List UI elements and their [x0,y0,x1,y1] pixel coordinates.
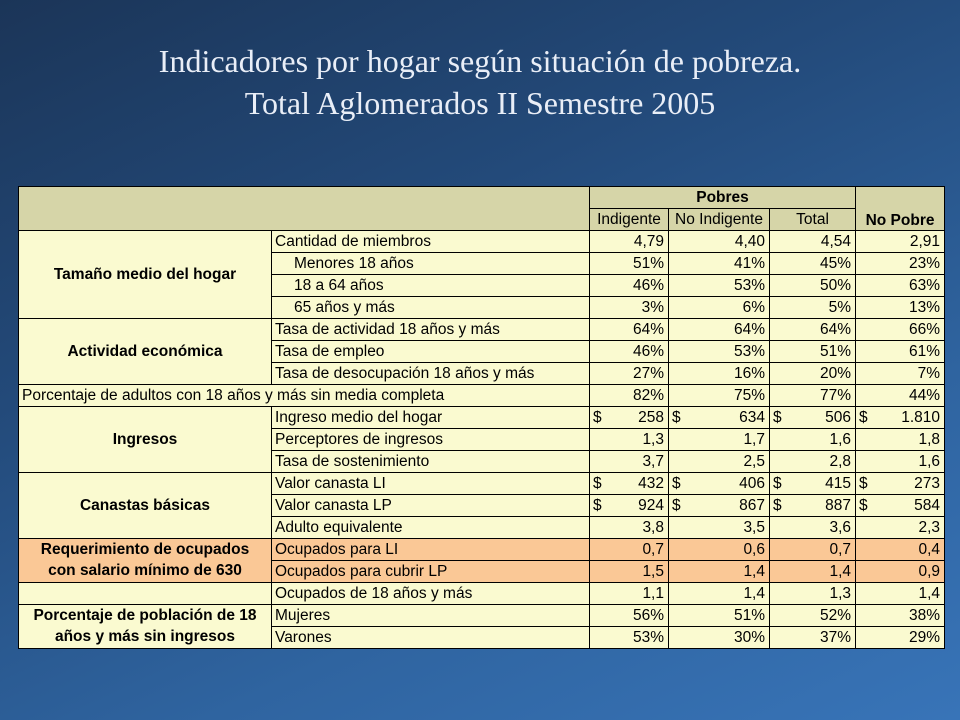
cell-no-pobre: 1,8 [856,429,945,451]
cell-no-indigente [669,473,770,495]
cell-no-indigente [669,495,770,517]
group-poblacion-line-1: Porcentaje de población de 18 [19,605,272,627]
header-indigente: Indigente [590,209,669,231]
cell-total: 45% [770,253,856,275]
cell-no-indigente: 1,7 [669,429,770,451]
cell-no-pobre: 1,4 [856,583,945,605]
cell-value: 584 [914,496,941,514]
table-row [19,605,945,627]
cell-value: 432 [638,474,664,492]
cell-no-indigente: 53% [669,275,770,297]
header-total: Total [770,209,856,231]
cell-indigente: 53% [590,627,669,649]
group-actividad: Actividad económica [19,319,272,385]
row-label-spanning: Porcentaje de adultos con 18 años y más sin media completa [19,385,590,407]
cell-indigente: 64% [590,319,669,341]
group-tamano: Tamaño medio del hogar [19,231,272,319]
row-label: 65 años y más [272,297,590,319]
currency-sign: $ [672,496,681,514]
row-label: Adulto equivalente [272,517,590,539]
currency-sign: $ [593,408,602,426]
currency-sign: $ [593,474,602,492]
cell-total: 20% [770,363,856,385]
cell-no-pobre [856,473,945,495]
cell-no-pobre: 0,9 [856,561,945,583]
cell-no-indigente: 4,40 [669,231,770,253]
cell-total: 1,3 [770,583,856,605]
cell-indigente: 4,79 [590,231,669,253]
row-label: Varones [272,627,590,649]
table-row [19,539,945,561]
cell-indigente: 82% [590,385,669,407]
currency-sign: $ [773,474,782,492]
cell-no-indigente: 30% [669,627,770,649]
group-poblacion-line-2: años y más sin ingresos [19,627,272,649]
table-row [19,627,945,649]
cell-no-indigente: 3,5 [669,517,770,539]
cell-indigente [590,473,669,495]
group-requerimiento-line-2: con salario mínimo de 630 [19,561,272,583]
group-requerimiento-line-1: Requerimiento de ocupados [19,539,272,561]
cell-indigente: 3,7 [590,451,669,473]
cell-no-pobre: 13% [856,297,945,319]
cell-no-indigente: 1,4 [669,561,770,583]
slide-title [0,40,960,124]
cell-no-indigente: 75% [669,385,770,407]
cell-total: 5% [770,297,856,319]
cell-value: 258 [638,408,664,426]
row-label: Tasa de desocupación 18 años y más [272,363,590,385]
cell-indigente: 27% [590,363,669,385]
cell-no-indigente: 0,6 [669,539,770,561]
cell-value: 924 [638,496,664,514]
cell-no-pobre: 29% [856,627,945,649]
cell-indigente: 51% [590,253,669,275]
currency-sign: $ [773,408,782,426]
row-label: Perceptores de ingresos [272,429,590,451]
cell-no-pobre: 2,3 [856,517,945,539]
table-row [19,385,945,407]
slide-title-line-2: Total Aglomerados II Semestre 2005 [244,85,716,121]
cell-total: 1,4 [770,561,856,583]
cell-no-indigente: 41% [669,253,770,275]
cell-total: 3,6 [770,517,856,539]
row-label: Cantidad de miembros [272,231,590,253]
row-label: Valor canasta LP [272,495,590,517]
cell-no-pobre [856,495,945,517]
cell-value: 634 [739,408,765,426]
cell-value: 415 [825,474,852,492]
cell-no-pobre: 7% [856,363,945,385]
header-no-indigente: No Indigente [669,209,770,231]
cell-total: 1,6 [770,429,856,451]
header-no-pobre: No Pobre [856,187,945,231]
cell-value: 887 [825,496,852,514]
cell-indigente: 0,7 [590,539,669,561]
cell-no-indigente: 6% [669,297,770,319]
cell-indigente: 1,5 [590,561,669,583]
currency-sign: $ [672,474,681,492]
cell-total: 52% [770,605,856,627]
cell-no-pobre: 1,6 [856,451,945,473]
table-row [19,231,945,253]
cell-no-indigente: 2,5 [669,451,770,473]
row-label: 18 a 64 años [272,275,590,297]
cell-indigente: 1,3 [590,429,669,451]
cell-no-pobre: 66% [856,319,945,341]
indicators-table [18,186,945,649]
empty-group-cell [19,583,272,605]
cell-value: 273 [914,474,941,492]
cell-total: 37% [770,627,856,649]
cell-total: 64% [770,319,856,341]
row-label: Ingreso medio del hogar [272,407,590,429]
cell-no-pobre: 63% [856,275,945,297]
row-label: Menores 18 años [272,253,590,275]
row-label: Ocupados para cubrir LP [272,561,590,583]
cell-no-indigente: 1,4 [669,583,770,605]
cell-indigente: 1,1 [590,583,669,605]
table-row [19,319,945,341]
cell-no-pobre: 38% [856,605,945,627]
cell-indigente: 3,8 [590,517,669,539]
currency-sign: $ [859,474,868,492]
cell-no-indigente [669,407,770,429]
currency-sign: $ [859,408,868,426]
cell-value: 1.810 [901,408,941,426]
cell-no-pobre: 0,4 [856,539,945,561]
cell-indigente: 46% [590,341,669,363]
cell-total: 2,8 [770,451,856,473]
cell-total [770,473,856,495]
currency-sign: $ [773,496,782,514]
cell-value: 867 [739,496,765,514]
cell-total: 51% [770,341,856,363]
row-label: Mujeres [272,605,590,627]
header-row-1 [19,187,945,209]
table-row [19,407,945,429]
cell-indigente: 46% [590,275,669,297]
header-pobres: Pobres [590,187,856,209]
table-row [19,473,945,495]
cell-no-pobre: 23% [856,253,945,275]
row-label: Ocupados de 18 años y más [272,583,590,605]
row-label: Ocupados para LI [272,539,590,561]
cell-total [770,407,856,429]
cell-indigente [590,407,669,429]
row-label: Tasa de sostenimiento [272,451,590,473]
slide-title-line-1: Indicadores por hogar según situación de pobreza. [158,43,802,79]
cell-no-pobre [856,407,945,429]
row-label: Valor canasta LI [272,473,590,495]
group-ingresos: Ingresos [19,407,272,473]
cell-indigente: 3% [590,297,669,319]
row-label: Tasa de empleo [272,341,590,363]
cell-no-indigente: 64% [669,319,770,341]
cell-value: 406 [739,474,765,492]
cell-no-indigente: 16% [669,363,770,385]
cell-indigente: 56% [590,605,669,627]
cell-value: 506 [825,408,852,426]
cell-indigente [590,495,669,517]
currency-sign: $ [859,496,868,514]
cell-total [770,495,856,517]
cell-total: 50% [770,275,856,297]
cell-total: 0,7 [770,539,856,561]
currency-sign: $ [593,496,602,514]
cell-no-indigente: 53% [669,341,770,363]
cell-no-indigente: 51% [669,605,770,627]
cell-total: 77% [770,385,856,407]
table-row [19,561,945,583]
table-row [19,583,945,605]
header-blank-cell [19,187,590,231]
group-canastas: Canastas básicas [19,473,272,539]
cell-no-pobre: 61% [856,341,945,363]
cell-no-pobre: 2,91 [856,231,945,253]
currency-sign: $ [672,408,681,426]
row-label: Tasa de actividad 18 años y más [272,319,590,341]
cell-total: 4,54 [770,231,856,253]
cell-no-pobre: 44% [856,385,945,407]
